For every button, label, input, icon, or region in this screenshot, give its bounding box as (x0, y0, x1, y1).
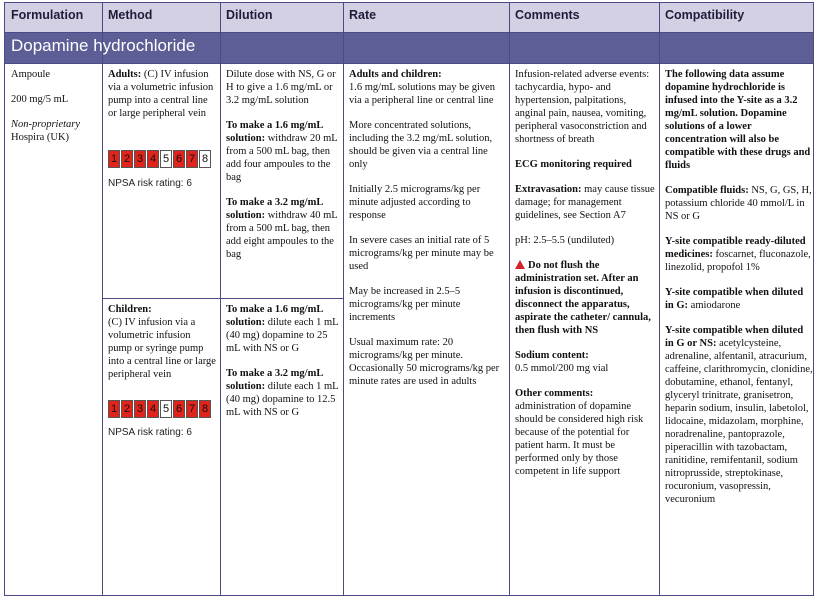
compatibility-p1: The following data assume dopamine hydrochloride is infused into the Y-site as a 3.2 mg/mL solution. Dopamine solutions of a lower concentration will also be compatible with these drugs and fluids (665, 69, 811, 171)
comments-p6-text: 0.5 mmol/200 mg vial (515, 363, 609, 374)
header-comments: Comments (515, 8, 580, 22)
risk-box: 3 (134, 400, 146, 418)
risk-box: 4 (147, 150, 159, 168)
header-compatibility: Compatibility (665, 8, 745, 22)
npsa-rating-adults: NPSA risk rating: 6 (108, 178, 192, 189)
formulation-strength: 200 mg/5 mL (11, 94, 69, 105)
header-dilution: Dilution (226, 8, 273, 22)
dilution-adults (226, 68, 340, 273)
formulation-manufacturer: Hospira (UK) (11, 132, 70, 143)
compatibility-p3-label: Y-site compatible ready-diluted medicines: (665, 236, 806, 260)
risk-box: 4 (147, 400, 159, 418)
comments-p7-label: Other comments: (515, 388, 594, 399)
dilution-adults-p2-label: To make a 1.6 mg/mL solution: (226, 120, 323, 144)
warning-icon (515, 260, 525, 269)
dilution-children-p1-text: dilute each 1 mL (40 mg) dopamine to 25 mL with NS or G (226, 317, 339, 354)
risk-box: 7 (186, 400, 198, 418)
method-children (108, 303, 216, 381)
comments-p2: ECG monitoring required (515, 159, 632, 170)
risk-box: 3 (134, 150, 146, 168)
method-children-label: Children: (108, 304, 152, 315)
risk-box: 5 (160, 400, 172, 418)
comments-p5: Do not flush the administration set. After an infusion is discontinued, disconnect the apparatus, aspirate the catheter/ cannula, then flush with NS (515, 260, 651, 336)
compatibility-p5-label: Y-site compatible when diluted in G or NS: (665, 325, 804, 349)
comments-p1: Infusion-related adverse events: tachycardia, hypo- and hypertension, palpitations, anginal pain, nausea, vomiting, peripheral vasoconstriction and shortness of breath (515, 69, 650, 145)
formulation-cell (11, 68, 99, 144)
risk-box: 6 (173, 400, 185, 418)
adult-child-divider (102, 298, 343, 299)
column-divider (659, 3, 660, 595)
risk-box: 1 (108, 150, 120, 168)
column-divider (509, 3, 510, 595)
method-adults-label: Adults: (108, 69, 142, 80)
rate-p6: Usual maximum rate: 20 micrograms/kg per minute. Occasionally 50 micrograms/kg per minute rates are used in adults (349, 337, 500, 387)
monograph-table (4, 2, 814, 596)
compatibility-cell (665, 68, 813, 518)
header-rate: Rate (349, 8, 377, 22)
risk-boxes-adults (108, 150, 212, 168)
comments-p3-text: may cause tissue damage; for management guidelines, see Section A7 (515, 184, 655, 221)
rate-p4: In severe cases an initial rate of 5 micrograms/kg per minute may be used (349, 235, 494, 272)
comments-p4: pH: 2.5–5.5 (undiluted) (515, 235, 615, 246)
comments-p7-text: administration of dopamine should be considered high risk because of the potential for patient harm. It must be performed only by those competent in life support (515, 401, 644, 477)
header-method: Method (108, 8, 153, 22)
method-children-text: (C) IV infusion via a volumetric infusion pump or syringe pump into a central line or large peripheral vein (108, 317, 216, 380)
risk-box: 6 (173, 150, 185, 168)
formulation-form: Ampoule (11, 69, 51, 80)
dilution-children-p2-text: dilute each 1 mL (40 mg) dopamine to 12.5 mL with NS or G (226, 381, 339, 418)
column-divider (102, 3, 103, 595)
header-formulation: Formulation (11, 8, 84, 22)
rate-p5: May be increased in 2.5–5 micrograms/kg per minute increments (349, 286, 461, 323)
dilution-adults-p3-text: withdraw 40 mL from a 500 mL bag, then add eight ampoules to the bag (226, 210, 338, 260)
comments-cell (515, 68, 657, 478)
risk-boxes-children (108, 400, 212, 418)
risk-box: 2 (121, 400, 133, 418)
rate-p2: More concentrated solutions, including the 3.2 mg/mL solution, should be given via a central line only (349, 120, 493, 170)
dilution-adults-p1: Dilute dose with NS, G or H to give a 1.6 mg/mL or 3.2 mg/mL solution (226, 69, 336, 106)
risk-box: 8 (199, 150, 211, 168)
risk-box: 8 (199, 400, 211, 418)
header-row (5, 3, 813, 33)
risk-box: 7 (186, 150, 198, 168)
risk-box: 2 (121, 150, 133, 168)
dilution-children-p1-label: To make a 1.6 mg/mL solution: (226, 304, 323, 328)
npsa-rating-children: NPSA risk rating: 6 (108, 427, 192, 438)
rate-cell (349, 68, 506, 400)
rate-p3: Initially 2.5 micrograms/kg per minute adjusted according to response (349, 184, 481, 221)
risk-box: 5 (160, 150, 172, 168)
compatibility-p4-text: amiodarone (688, 300, 741, 311)
compatibility-p2-text: NS, G, GS, H, potassium chloride 40 mmol/L in NS or G (665, 185, 812, 222)
comments-p6-label: Sodium content: (515, 350, 589, 361)
rate-p1: 1.6 mg/mL solutions may be given via a peripheral line or central line (349, 82, 496, 106)
column-divider (343, 3, 344, 595)
dilution-children-p2-label: To make a 3.2 mg/mL solution: (226, 368, 323, 392)
formulation-status: Non-proprietary (11, 119, 81, 130)
compatibility-p3-text: foscarnet, fluconazole, linezolid, propofol 1% (665, 249, 811, 273)
drug-title-bar (5, 33, 813, 64)
risk-box: 1 (108, 400, 120, 418)
dilution-adults-p3-label: To make a 3.2 mg/mL solution: (226, 197, 323, 221)
dilution-children (226, 303, 340, 431)
compatibility-p2-label: Compatible fluids: (665, 185, 749, 196)
compatibility-p4-label: Y-site compatible when diluted in G: (665, 287, 804, 311)
method-adults (108, 68, 216, 120)
rate-label: Adults and children: (349, 69, 442, 80)
comments-p3-label: Extravasation: (515, 184, 582, 195)
method-adults-text: (C) IV infusion via a volumetric infusion pump into a central line or large peripheral vein (108, 69, 214, 119)
drug-title: Dopamine hydrochloride (11, 36, 196, 55)
compatibility-p5-text: acetylcysteine, adrenaline, alfentanil, atracurium, caffeine, clarithromycin, clonidine, dobutamine, ethanol, fentanyl, glyceryl trinitrate, granisetron, heparin sodium, insulin, labetolol, lidocaine, midazolam, morphine, noradrenaline, pantoprazole, piperacillin with tazobactam, ranitidine, remifentanil, sodium nitroprusside, streptokinase, rocuronium, vasopressin, vecuronium (665, 338, 813, 505)
dilution-adults-p2-text: withdraw 20 mL from a 500 mL bag, then add four ampoules to the bag (226, 133, 338, 183)
column-divider (220, 3, 221, 595)
